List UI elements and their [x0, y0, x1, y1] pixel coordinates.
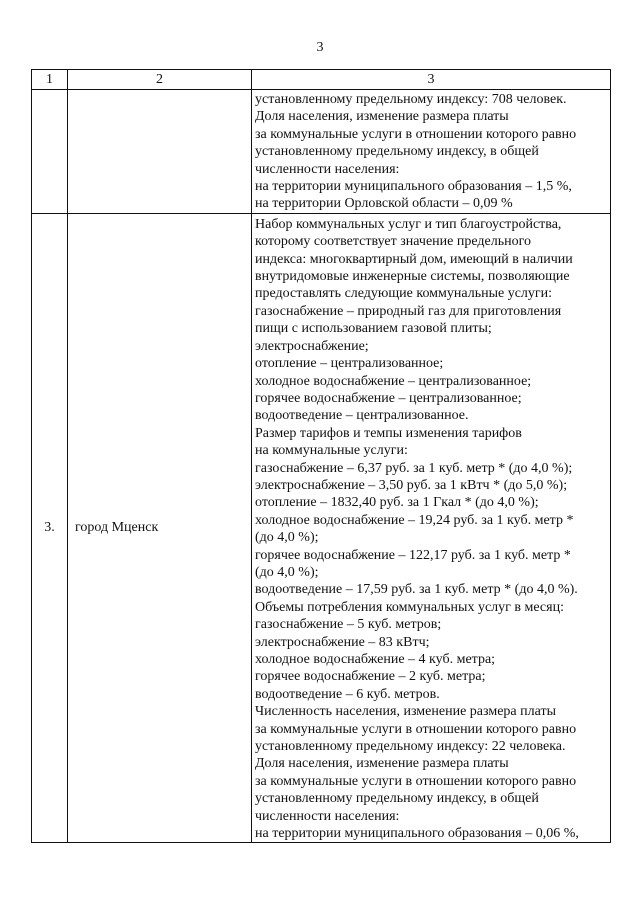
text-line: численности населения: — [255, 161, 400, 177]
text-line: Объемы потребления коммунальных услуг в месяц: — [255, 599, 564, 615]
municipality-name-cell — [68, 90, 252, 214]
text-line: холодное водоснабжение – 19,24 руб. за 1 куб. метр * — [255, 512, 574, 528]
text-line: установленному предельному индексу: 708 человек. — [255, 92, 567, 107]
text-line: электроснабжение – 83 кВтч; — [255, 634, 430, 650]
text-line: газоснабжение – природный газ для приготовления — [255, 303, 562, 319]
table-row-mtsensk — [32, 213, 611, 843]
row-number-cell — [32, 90, 68, 214]
text-line: водоотведение – 6 куб. метров. — [255, 686, 440, 702]
text-line: установленному предельному индексу, в общей — [255, 144, 539, 160]
text-line: отопление – 1832,40 руб. за 1 Гкал * (до 4,0 %); — [255, 495, 539, 511]
tariff-table — [31, 69, 611, 843]
text-line: на территории муниципального образования – 0,06 %, — [255, 826, 579, 842]
text-line: отопление – централизованное; — [255, 356, 444, 372]
text-line: Набор коммунальных услуг и тип благоустройства, — [255, 216, 562, 232]
description-cell — [252, 90, 611, 214]
text-line: Размер тарифов и темпы изменения тарифов — [255, 425, 522, 441]
text-line: Доля населения, изменение размера платы — [255, 109, 509, 125]
table-header-row — [32, 70, 611, 90]
text-line: на территории муниципального образования – 1,5 %, — [255, 179, 572, 195]
text-line: за коммунальные услуги в отношении которого равно — [255, 126, 577, 142]
text-line: водоотведение – централизованное. — [255, 408, 469, 424]
text-line: индекса: многоквартирный дом, имеющий в наличии — [255, 251, 573, 267]
description-cell — [252, 213, 611, 843]
text-line: предоставлять следующие коммунальные услуги: — [255, 286, 553, 302]
text-line: Численность населения, изменение размера платы — [255, 704, 556, 720]
text-line: (до 4,0 %); — [255, 564, 319, 580]
column-header-2: 2 — [68, 70, 252, 90]
row-number-cell: 3. — [32, 213, 68, 843]
text-line: за коммунальные услуги в отношении которого равно — [255, 721, 577, 737]
text-line: численности населения: — [255, 808, 400, 824]
text-line: пищи с использованием газовой плиты; — [255, 321, 492, 337]
text-line: водоотведение – 17,59 руб. за 1 куб. метр * (до 4,0 %). — [255, 582, 578, 598]
text-line: внутридомовые инженерные системы, позволяющие — [255, 269, 570, 285]
text-line: электроснабжение; — [255, 338, 369, 354]
column-header-3: 3 — [252, 70, 611, 90]
text-line: за коммунальные услуги в отношении которого равно — [255, 773, 577, 789]
text-line: на коммунальные услуги: — [255, 443, 408, 459]
column-header-1: 1 — [32, 70, 68, 90]
text-line: (до 4,0 %); — [255, 530, 319, 546]
text-line: горячее водоснабжение – 2 куб. метра; — [255, 669, 486, 685]
text-line: установленному предельному индексу: 22 человека. — [255, 739, 566, 755]
text-line: горячее водоснабжение – централизованное; — [255, 390, 522, 406]
table-row-continuation — [32, 90, 611, 214]
text-line: электроснабжение – 3,50 руб. за 1 кВтч * (до 5,0 %); — [255, 477, 568, 493]
page-number: 3 — [316, 40, 324, 55]
text-line: газоснабжение – 5 куб. метров; — [255, 617, 442, 633]
municipality-name-cell: город Мценск — [68, 213, 252, 843]
text-line: холодное водоснабжение – централизованное; — [255, 373, 532, 389]
text-line: горячее водоснабжение – 122,17 руб. за 1 куб. метр * — [255, 547, 571, 563]
text-line: газоснабжение – 6,37 руб. за 1 куб. метр * (до 4,0 %); — [255, 460, 573, 476]
text-line: на территории Орловской области – 0,09 % — [255, 196, 513, 212]
text-line: установленному предельному индексу, в общей — [255, 791, 539, 807]
text-line: Доля населения, изменение размера платы — [255, 756, 509, 772]
text-line: которому соответствует значение предельного — [255, 234, 531, 250]
text-line: холодное водоснабжение – 4 куб. метра; — [255, 652, 496, 667]
